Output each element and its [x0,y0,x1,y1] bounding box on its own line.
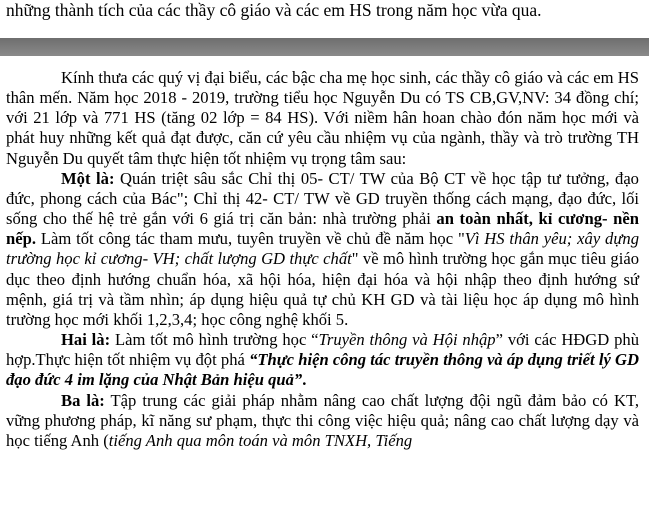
task-one-label: Một là: [61,168,115,188]
previous-page-last-line: những thành tích của các thầy cô giáo và các em HS trong năm học vừa qua. [6,0,542,20]
page-break-separator [0,38,649,56]
intro-paragraph: Kính thưa các quý vị đại biểu, các bậc cha mẹ học sinh, các thầy cô giáo và các em HS thân mến. Năm học 2018 - 2019, trường tiểu học Nguyễn Du có TS CB,GV,NV: 34 đồng chí; với 21 lớp và 771 HS (tăng 02 lớp = 84 HS). Với niềm hân hoan chào đón năm học mới và phát huy những kết quả đạt được, căn cứ yêu cầu nhiệm vụ của ngành, thầy và trò trường TH Nguyễn Du quyết tâm thực hiện tốt nhiệm vụ trọng tâm sau: [6,68,639,168]
task-two-label: Hai là: [61,330,111,350]
document-body [6,68,639,451]
task-one-bold-phrase: an toàn nhất, kỉ cương- nền nếp. [6,209,639,249]
task-three-italic: tiếng Anh qua môn toán và môn TNXH, Tiếng [108,430,413,450]
task-two-text-2: ” với các HĐGD phù hợp.Thực hiện tốt nhiệm vụ đột phá [6,330,639,370]
task-one-theme-italic: Vì HS thân yêu; xây dựng trường học kỉ cương- VH; chất lượng GD thực chất [6,229,639,269]
task-two-model-italic: Truyền thông và Hội nhập [318,330,496,350]
task-three-text-1: Tập trung các giải pháp nhằm nâng cao chất lượng đội ngũ đảm bảo có KT, vững phương pháp, kĩ năng sư phạm, thực thi công việc hiệu quả; nâng cao chất lượng dạy và học tiếng Anh ( [6,390,639,450]
task-three-label: Ba là: [61,390,105,410]
task-two-text-1: Làm tốt mô hình trường học “ [110,330,319,350]
task-two-paragraph [6,330,639,390]
task-three-paragraph [6,391,639,451]
task-two-breakthrough: “Thực hiện công tác truyền thông và áp dụng triết lý GD đạo đức 4 im lặng của Nhật Bản hiệu quả” [6,350,639,390]
task-one-text-1: Quán triệt sâu sắc Chỉ thị 05- CT/ TW của Bộ CT về học tập tư tưởng, đạo đức, phong cách của Bác"; Chỉ thị 42- CT/ TW về GD truyền thống cách mạng, đạo đức, lối sống cho thế hệ trẻ gắn với 6 giá trị căn bản: nhà trường phải [6,168,639,229]
task-one-text-3: " về mô hình trường học gắn mục tiêu giáo dục theo định hướng chuẩn hóa, xã hội hóa, hiện đại hóa và hội nhập theo định hướng sứ mệnh, giá trị và tầm nhìn; áp dụng hiệu quả tự chủ KH GD và tài liệu học áp dụng mô hình trường học mới khối 1,2,3,4; học công nghệ khối 5. [6,249,639,329]
task-two-text-3: . [302,370,307,390]
task-one-paragraph [6,169,639,330]
task-one-text-2: Làm tốt công tác tham mưu, tuyên truyền về chủ đề năm học " [35,229,465,249]
